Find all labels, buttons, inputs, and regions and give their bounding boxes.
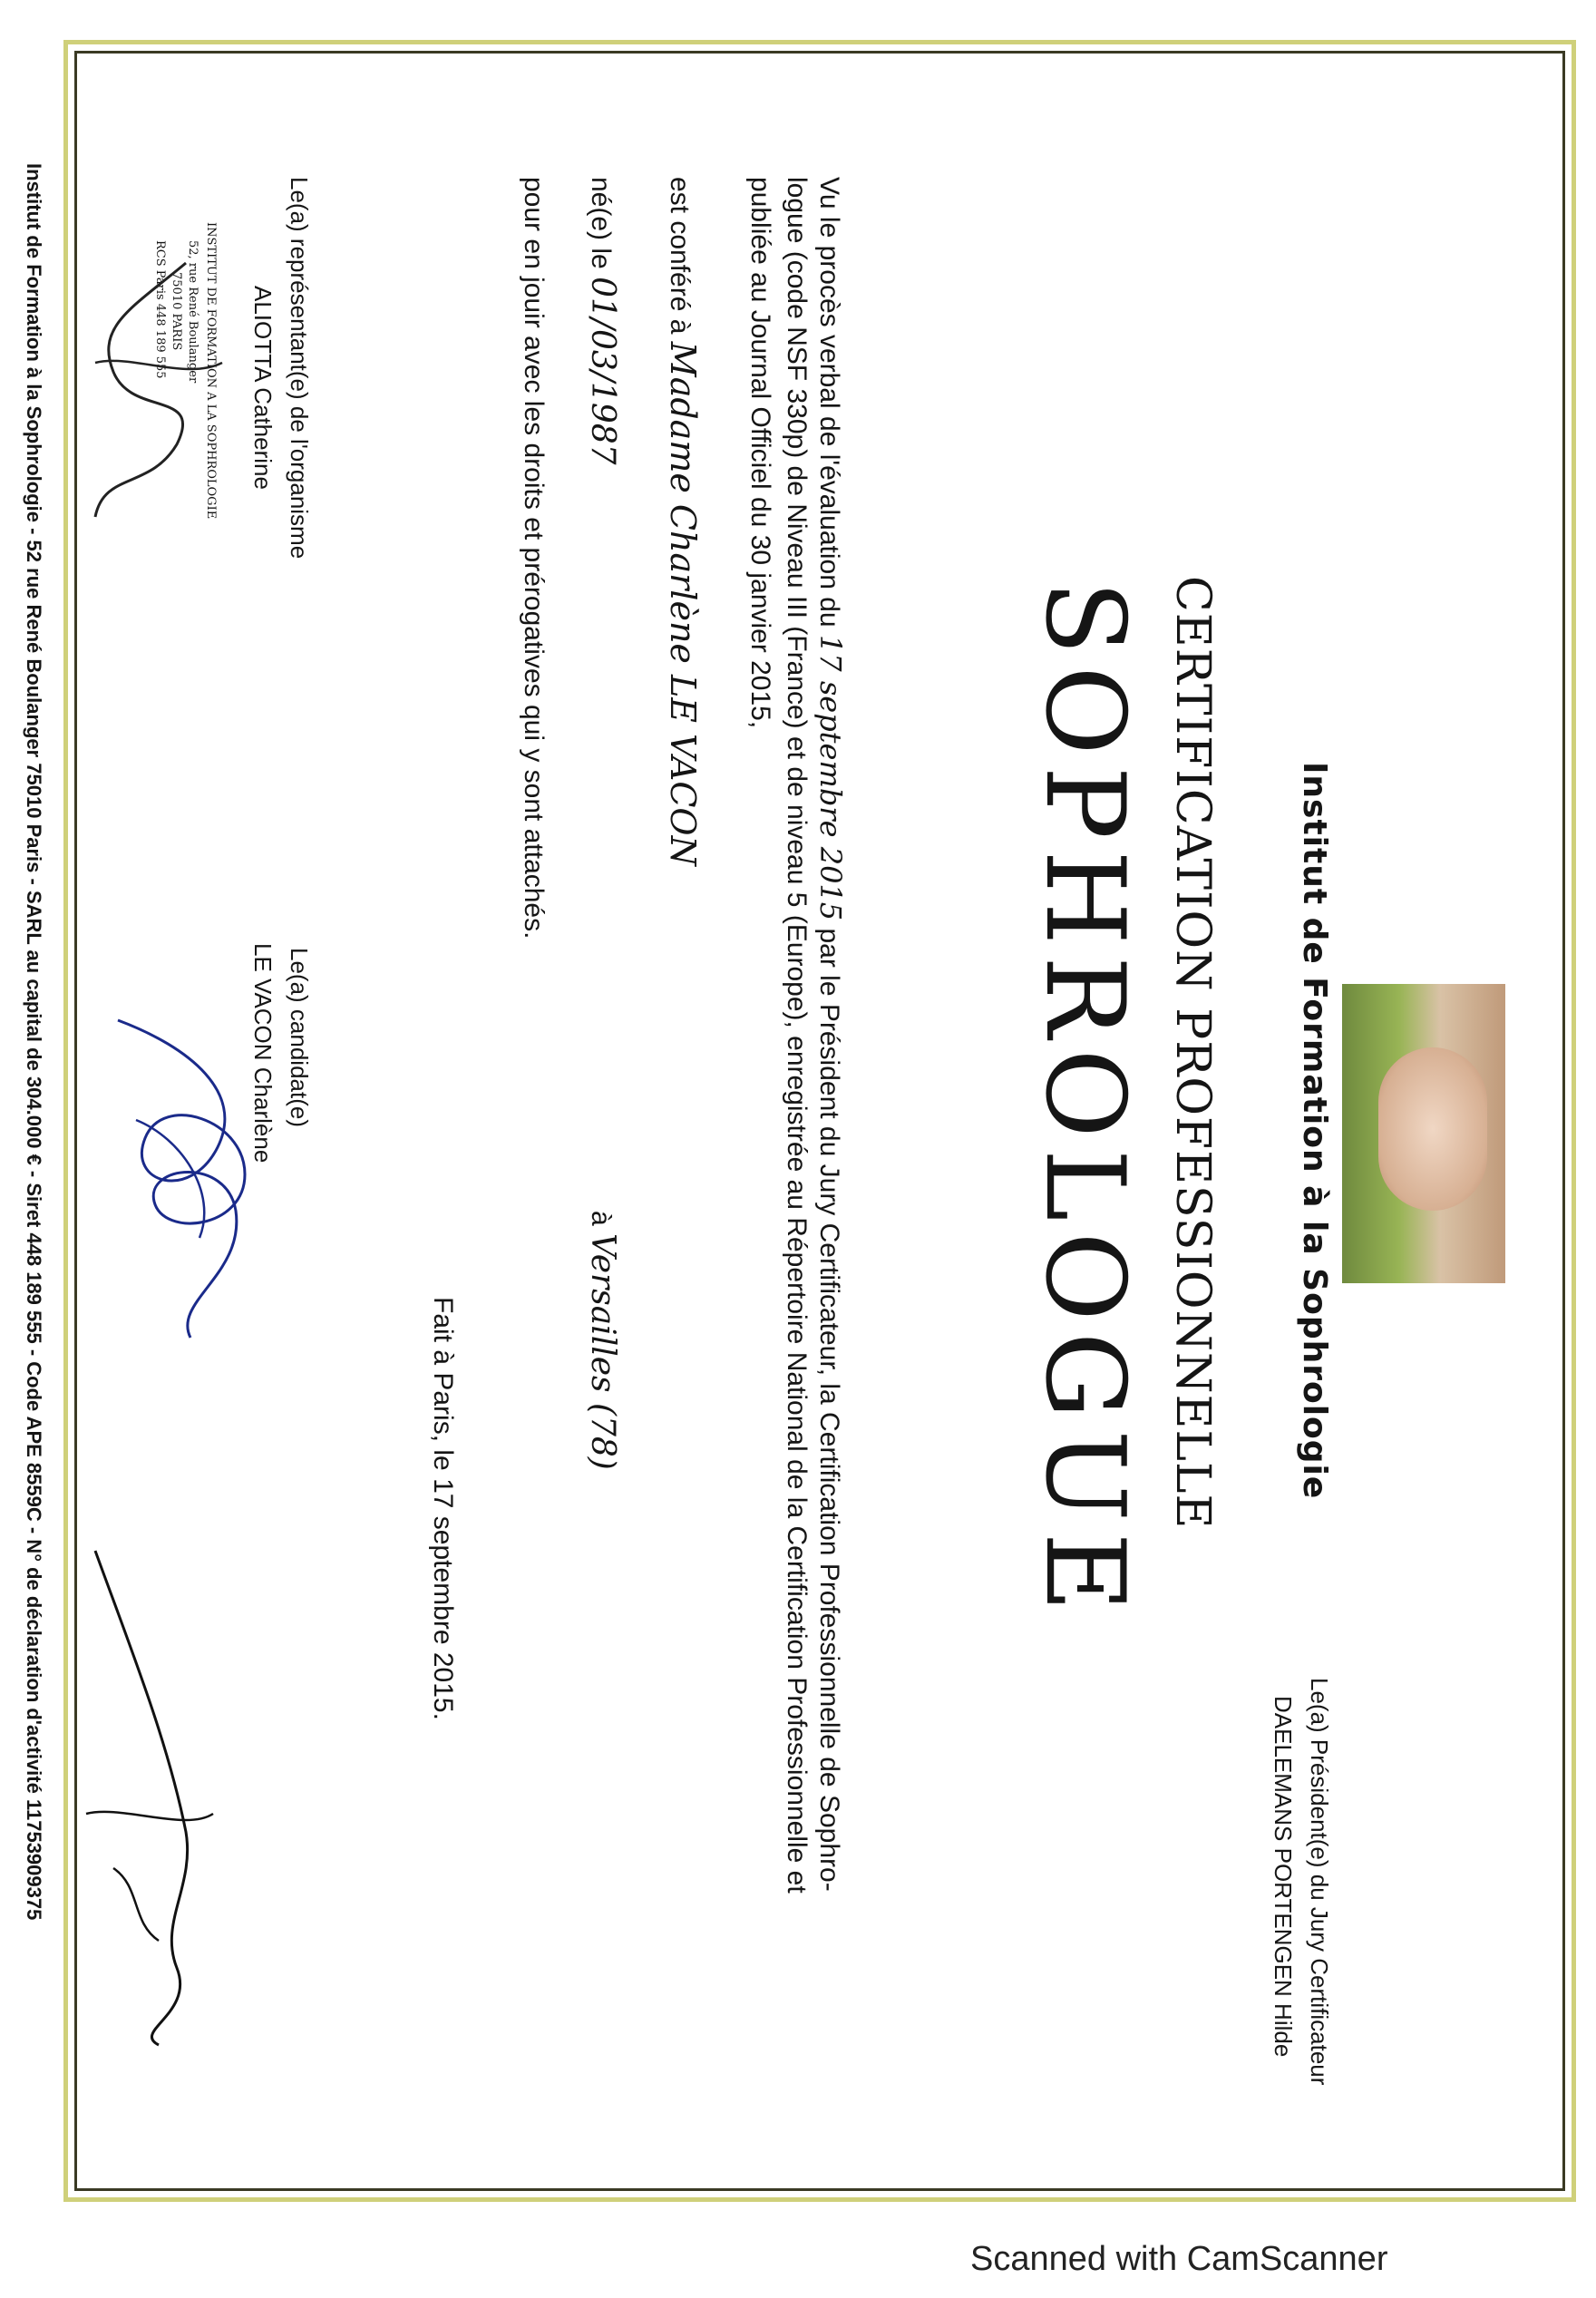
candidate-name: LE VACON Charlène [249, 943, 277, 1164]
scanner-watermark: Scanned with CamScanner [970, 2240, 1388, 2278]
birth-place: Versailles (78) [584, 1233, 621, 1470]
stamp-line-2: 52, rue René Boulanger [186, 240, 200, 384]
evaluation-date: 17 septembre 2015 [813, 634, 848, 921]
stamp-line-1: INSTITUT DE FORMATION A LA SOPHROLOGIE [204, 222, 218, 520]
body-line-1-pre: Vu le procès verbal de l'évaluation du [814, 177, 844, 635]
birth-place-line [584, 1211, 621, 1470]
birth-date: 01/03/1987 [584, 277, 621, 465]
body-line-1 [813, 177, 848, 1892]
recipient-name: Madame Charlène LE VACON [663, 341, 703, 866]
organisme-signature [77, 254, 231, 526]
candidate-role: Le(a) candidat(e) [286, 948, 313, 1127]
candidate-photo [1342, 984, 1505, 1283]
institute-header: Institut de Formation à la Sophrologie [1296, 762, 1333, 1500]
profession-title: SOPHROLOGUE [1021, 580, 1147, 1623]
president-name: DAELEMANS PORTENGEN Hilde [1270, 1696, 1297, 2058]
conferred-line [663, 177, 703, 866]
president-role: Le(a) Président(e) du Jury Certificateur [1306, 1678, 1333, 2086]
stamp-line-4: RCS Paris 448 189 555 [153, 240, 167, 379]
body-line-3: publiée au Journal Officiel du 30 janvier 2015, [745, 177, 775, 729]
issued-line: Fait à Paris, le 17 septembre 2015. [428, 1297, 458, 1720]
organisme-name: ALIOTTA Catherine [249, 286, 277, 490]
candidate-signature [109, 1002, 272, 1347]
born-pre: né(e) le [586, 177, 616, 278]
stamp-line-3: 75010 PARIS [170, 272, 183, 351]
birth-line [584, 177, 621, 465]
rights-line: pour en jouir avec les droits et prérogatives qui y sont attachés. [519, 177, 549, 940]
birth-place-pre: à [586, 1211, 616, 1234]
footer-legal: Institut de Formation à la Sophrologie - 52 rue René Boulanger 75010 Paris - SARL au capital de 304.000 € - Siret 448 189 555 - Code APE 8559C - N° de déclaration d'activité 11753909375 [23, 163, 45, 1921]
president-signature [77, 1542, 222, 2050]
body-line-2: logue (code NSF 330p) de Niveau III (France) et de niveau 5 (Europe), enregistrée au Répertoire National de la Certification Professionnelle et [782, 177, 812, 1894]
certification-title: CERTIFICATION PROFESSIONNELLE [1165, 576, 1220, 1530]
conferred-pre: est conféré à [665, 177, 695, 342]
body-line-1-post: par le Président du Jury Certificateur, la Certification Professionnelle de Sophro- [814, 920, 844, 1892]
candidate-face [1378, 1047, 1487, 1211]
organisme-role: Le(a) représentant(e) de l'organisme [286, 177, 313, 560]
